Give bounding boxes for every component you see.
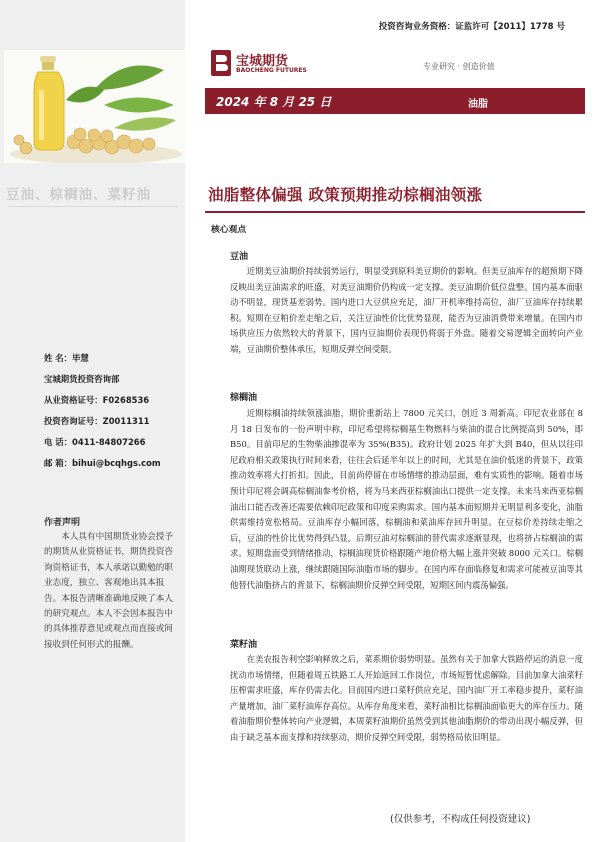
date-banner: [205, 88, 585, 114]
disclaimer-body: 本人具有中国期货业协会授予的期货从业资格证书，期货投资咨询资格证书，本人承诺以勤勉的职业态度，独立、客观地出具本报告。本报告清晰准确地反映了本人的研究观点。本人不会因本报告中的具体推荐意见或观点而直接或间接收到任何形式的报酬。: [44, 532, 173, 650]
section-heading-rapeseed-oil: 菜籽油: [230, 640, 258, 650]
report-date: 2024 年 8 月 25 日: [216, 95, 332, 109]
section-body-soybean-oil: 近期美豆油期价持续弱势运行，明显受到原料美豆期价的影响。但美豆油库存的超预期下降反映出美豆油需求的旺盛，对美豆油期价仍构成一定支撑。美豆油期价低位盘整。国内基本面驱动不明显，现货基差弱势。国内进口大豆供应充足，油厂开机率维持高位，油厂豆油库存持续累积。短期在豆粕价差走缩之后，关注豆油性价比优势显现，能否为豆油消费带来增量。在国内市场供应压力依然较大的背景下，国内豆油期价表现仍将弱于外盘。随着交易逻辑全面转向产业端，豆油期价整体承压，短期反弹空间受限。: [230, 266, 583, 354]
analyst-company: 宝城期货投资咨询部: [44, 374, 120, 384]
sidebar-divider: [8, 206, 178, 207]
company-name-en: BAOCHENG FUTURES: [236, 67, 307, 74]
qualification-line: 投资咨询业务资格：证监许可【2011】1778 号: [378, 22, 565, 32]
company-name: 宝城期货: [236, 54, 289, 69]
analyst-phone: 电 话：0411-84807266: [44, 437, 146, 447]
analyst-name: 姓 名：毕慧: [44, 353, 89, 363]
footer-note: (仅供参考，不构成任何投资建议): [390, 814, 531, 825]
section-body-rapeseed-oil: 在美农报告利空影响释放之后，菜系期价弱势明显。虽然有关于加拿大铁路停运的消息一度扰动市场情绪，但随着周五铁路工人开始返回工作岗位，市场短暂忧虑解除。目前加拿大油菜籽压榨需求旺盛，库存仍需去化。目前国内进口菜籽供应充足，国内油厂开工率稳步提升，菜籽油产量增加，油厂菜籽油库存高位。从库存角度来看，菜籽油相比棕榈油面临更大的库存压力。随着油脂期价整体转向产业逻辑，本周菜籽油期价虽然受到其他油脂期价的带动出现小幅反弹，但由于缺乏基本面支撑和持续驱动，期价反弹空间受限，弱势格局依旧明显。: [230, 654, 583, 742]
report-title: 油脂整体偏强 政策预期推动棕榈油领涨: [208, 186, 483, 204]
report-sector: 油脂: [468, 99, 488, 110]
title-divider: [205, 211, 585, 213]
disclaimer-title: 作者声明: [44, 518, 81, 528]
section-heading-soybean-oil: 豆油: [230, 252, 249, 262]
analyst-advisory-license: 投资咨询证号：Z0011311: [44, 416, 150, 426]
section-body-palm-oil: 近期棕榈油持续领涨油脂，期价重新站上 7800 元关口，创近 3 周新高。印尼农业部在 8 月 18 日发布的一份声明中称，印尼希望将棕榈基生物燃料与柴油的混合比例提高到 50%，即 B50。目前印尼的生物柴油掺混率为 35%(B35)。政府计划 2025 年扩大到 B40，但从以往印尼政府相关政策执行时间来看，往往会后延半年以上的时间，尤其是在油价低迷的背景下，政策推动效率将大打折扣。因此，目前尚停留在市场情绪的推动层面，难有实质性的影响。随着市场预计印尼将会调高棕榈油参考价格，将为马来西亚棕榈油出口提供一定支撑。未来马来西亚棕榈油出口能否改善还需要依赖印尼政策和印度采购需求。国内基本面短期并无明显利多变化，油脂供需维持宽松格局。豆油库存小幅回落，棕榈油和菜油库存回升明显。在豆棕价差持续走缩之后，豆油的性价比优势得到凸显，后期豆油对棕榈油的替代需求逐渐显现，也将挤占棕榈油的需求。短期盘面受到情绪推动，棕榈油现货价格跟随产地价格大幅上涨并突破 8000 元关口。棕榈油期现货联动上涨，继续跟随国际油脂市场的脚步。在国内库存面临修复和需求可能被豆油等其他替代油脂挤占的背景下，棕榈油期价反弹空间受限，短期区间内震荡偏强。: [230, 408, 583, 590]
company-logo-icon: [211, 50, 231, 76]
sidebar-category: 豆油、棕榈油、菜籽油: [6, 187, 151, 203]
analyst-email[interactable]: 邮 箱：bihui@bcqhgs.com: [44, 458, 161, 468]
section-heading-palm-oil: 棕榈油: [230, 393, 258, 403]
core-heading: 核心观点: [211, 225, 247, 235]
analyst-license: 从业资格证号：F0268536: [44, 395, 150, 405]
soybean-oil-illustration: [4, 50, 185, 163]
tagline: 专业研究 · 创造价值: [423, 62, 495, 71]
